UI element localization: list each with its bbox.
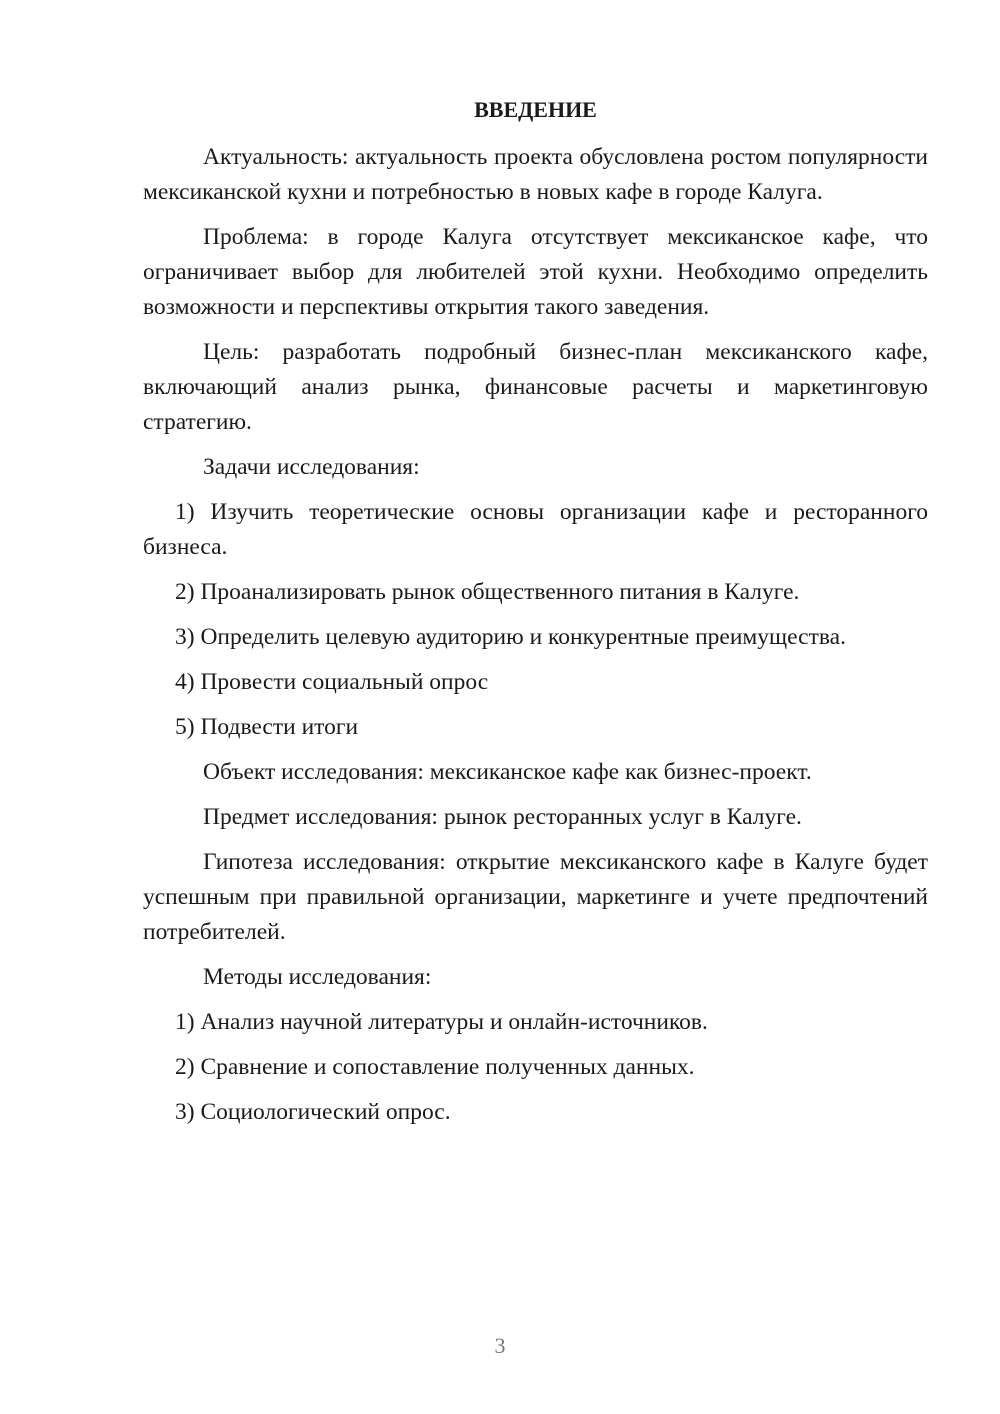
page-content	[143, 90, 928, 1140]
task-item: 4) Провести социальный опрос	[175, 669, 489, 695]
page-number: 3	[494, 1333, 506, 1358]
method-item: 1) Анализ научной литературы и онлайн-источников.	[175, 1009, 708, 1035]
paragraph-goal: Цель: разработать подробный бизнес-план мексиканского кафе, включающий анализ рынка, финансовые расчеты и маркетинговую стратегию.	[143, 339, 928, 435]
method-item: 2) Сравнение и сопоставление полученных данных.	[175, 1054, 695, 1080]
task-item: 5) Подвести итоги	[175, 714, 359, 740]
section-title: ВВЕДЕНИЕ	[474, 97, 597, 122]
task-item: 1) Изучить теоретические основы организации кафе и ресторанного бизнеса.	[143, 499, 928, 560]
tasks-heading: Задачи исследования:	[203, 454, 420, 480]
paragraph-problem: Проблема: в городе Калуга отсутствует мексиканское кафе, что ограничивает выбор для любителей этой кухни. Необходимо определить возможности и перспективы открытия такого заведения.	[143, 224, 928, 320]
task-item: 2) Проанализировать рынок общественного питания в Калуге.	[175, 579, 800, 605]
paragraph-subject: Предмет исследования: рынок ресторанных услуг в Калуге.	[203, 804, 802, 830]
methods-heading: Методы исследования:	[203, 964, 432, 990]
paragraph-object: Объект исследования: мексиканское кафе как бизнес-проект.	[203, 759, 812, 785]
paragraph-hypothesis: Гипотеза исследования: открытие мексиканского кафе в Калуге будет успешным при правильной организации, маркетинге и учете предпочтений потребителей.	[143, 849, 928, 945]
paragraph-relevance: Актуальность: актуальность проекта обусловлена ростом популярности мексиканской кухни и потребностью в новых кафе в городе Калуга.	[143, 144, 928, 205]
task-item: 3) Определить целевую аудиторию и конкурентные преимущества.	[175, 624, 846, 650]
method-item: 3) Социологический опрос.	[175, 1099, 451, 1125]
